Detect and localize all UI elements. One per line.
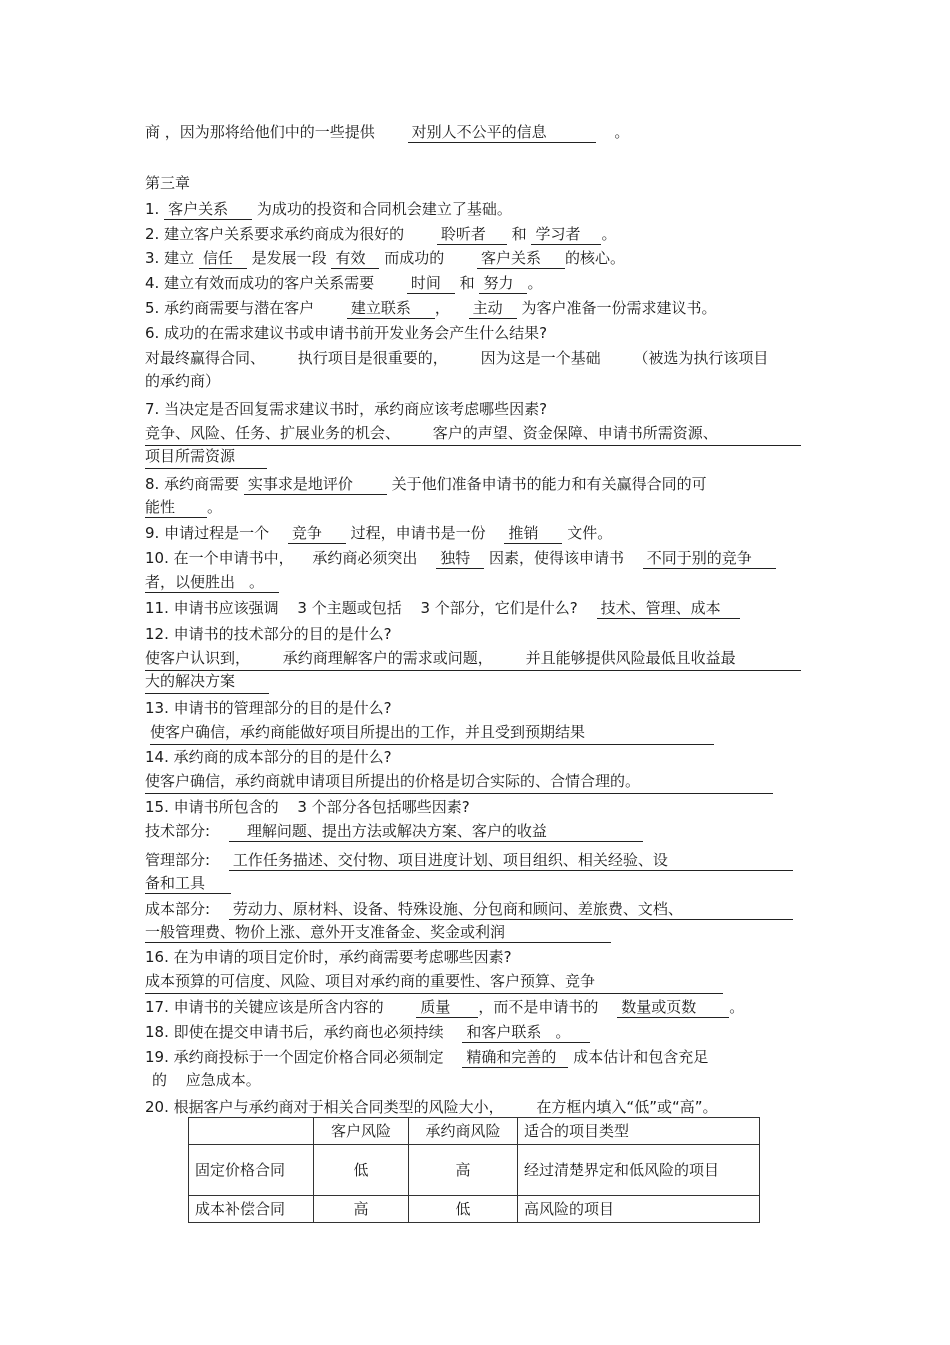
answer-12-line-2: 大的解决方案	[145, 671, 269, 694]
answer-blank: 竞争	[288, 524, 346, 544]
table-row	[189, 1145, 760, 1196]
text: 9. 申请过程是一个	[145, 524, 270, 542]
text: 3. 建立	[145, 249, 195, 267]
text: 3 个部分各包括哪些因素?	[297, 798, 470, 816]
answer-blank: 技术、管理、成本	[597, 599, 740, 619]
label: 技术部分:	[145, 822, 211, 840]
mgmt-part-cont	[145, 873, 231, 895]
line-0	[145, 122, 629, 144]
answer-7-line-2: 项目所需资源	[145, 446, 267, 469]
text: 并且能够提供风险最低且收益最	[525, 649, 736, 667]
table-header-cell	[189, 1118, 314, 1145]
text: 3 个部分，它们是什么?	[420, 599, 578, 617]
answer-blank: 能性	[145, 498, 207, 518]
answer-blank: 数量或页数	[617, 998, 729, 1018]
answer-16: 成本预算的可信度、风险、项目对承约商的重要性、客户预算、竞争	[145, 971, 723, 994]
text: 。	[601, 225, 617, 243]
text: ，	[434, 299, 450, 317]
cost-part-cont	[145, 922, 611, 944]
answer-blank: 精确和完善的	[462, 1048, 568, 1068]
text: 过程，申请书是一份	[350, 524, 486, 542]
question-4	[145, 273, 542, 295]
text: 5. 承约商需要与潜在客户	[145, 299, 315, 317]
text: 和	[511, 225, 527, 243]
question-20	[145, 1097, 718, 1119]
table-header-cell: 承约商风险	[409, 1118, 518, 1145]
text: 。	[207, 498, 223, 516]
question-10	[145, 548, 776, 570]
answer-blank: 努力	[479, 274, 527, 294]
question-3	[145, 248, 625, 270]
question-17	[145, 997, 744, 1019]
question-2	[145, 224, 616, 246]
text: 8. 承约商需要	[145, 475, 240, 493]
table-cell: 经过清楚界定和低风险的项目	[518, 1145, 760, 1196]
answer-6-line-1	[145, 348, 768, 370]
answer-blank: 一般管理费、物价上涨、意外开支准备金、奖金或利润	[145, 923, 611, 943]
text: 承约商必须突出	[312, 549, 418, 567]
answer-blank: 有效	[331, 249, 379, 269]
text: 竞争、风险、任务、扩展业务的机会、	[145, 424, 401, 442]
text: 执行项目是很重要的，	[297, 349, 448, 367]
answer-blank: 对别人不公平的信息	[408, 123, 596, 143]
table-header-row	[189, 1118, 760, 1145]
question-19-cont	[152, 1070, 261, 1092]
table-row	[189, 1196, 760, 1223]
text: 18. 即使在提交申请书后，承约商也必须持续	[145, 1023, 444, 1041]
answer-blank: 理解问题、提出方法或解决方案、客户的收益	[229, 822, 643, 842]
table-cell: 高	[314, 1196, 409, 1223]
answer-blank: 工作任务描述、交付物、项目进度计划、项目组织、相关经验、设	[229, 851, 793, 871]
text: 。	[555, 1023, 571, 1041]
table-cell: 低	[409, 1196, 518, 1223]
table-cell: 成本补偿合同	[189, 1196, 314, 1223]
text: 成本估计和包含充足	[573, 1048, 709, 1066]
label: 成本部分:	[145, 900, 211, 918]
text: 对最终赢得合同、	[145, 349, 266, 367]
text: 4. 建立有效而成功的客户关系需要	[145, 274, 375, 292]
answer-blank: 学习者	[531, 225, 601, 245]
question-18	[145, 1022, 590, 1044]
text: 。	[729, 998, 745, 1016]
answer-blank: 推销	[504, 524, 562, 544]
question-11	[145, 598, 740, 620]
q-number: 1.	[145, 200, 160, 218]
table-cell: 低	[314, 1145, 409, 1196]
text: 承约商理解客户的需求或问题，	[282, 649, 493, 667]
answer-blank: 备和工具	[145, 874, 231, 894]
question-19	[145, 1047, 708, 1069]
answer-blank	[462, 1023, 590, 1043]
answer-blank	[145, 573, 279, 593]
text: 在方框内填入“低”或“高”。	[536, 1098, 718, 1116]
question-10-cont	[145, 572, 279, 594]
question-13: 13. 申请书的管理部分的目的是什么?	[145, 699, 392, 717]
mgmt-part	[145, 850, 793, 872]
text: 应急成本。	[185, 1071, 261, 1089]
text: 19. 承约商投标于一个固定价格合同必须制定	[145, 1048, 444, 1066]
text: 的	[152, 1071, 168, 1089]
text: 。	[527, 274, 543, 292]
answer-14: 使客户确信，承约商就申请项目所提出的价格是切合实际的、合情合理的。	[145, 771, 773, 794]
text: 客户的声望、资金保障、申请书所需资源、	[432, 424, 718, 442]
text: 20. 根据客户与承约商对于相关合同类型的风险大小，	[145, 1098, 504, 1116]
answer-blank: 质量	[416, 998, 478, 1018]
table-cell: 高风险的项目	[518, 1196, 760, 1223]
question-9	[145, 523, 612, 545]
text: 的核心。	[565, 249, 626, 267]
chapter-heading: 第三章	[145, 174, 191, 192]
table-header-cell: 适合的项目类型	[518, 1118, 760, 1145]
risk-table	[188, 1117, 760, 1223]
answer-blank: 劳动力、原材料、设备、特殊设施、分包商和顾问、差旅费、文档、	[229, 900, 793, 920]
answer-12-line-1	[145, 648, 801, 671]
answer-7-line-1	[145, 423, 801, 446]
question-6: 6. 成功的在需求建议书或申请书前开发业务会产生什么结果?	[145, 324, 548, 342]
answer-blank: 时间	[407, 274, 455, 294]
answer-blank: 信任	[199, 249, 247, 269]
answer-blank: 实事求是地评价	[244, 475, 387, 495]
question-8-cont	[145, 497, 222, 519]
table-header-cell: 客户风险	[314, 1118, 409, 1145]
text: 2. 建立客户关系要求承约商成为很好的	[145, 225, 405, 243]
text: 关于他们准备申请书的能力和有关赢得合同的可	[391, 475, 707, 493]
question-1	[145, 199, 512, 221]
text: 因素，使得该申请书	[488, 549, 624, 567]
text: 商 ，因为那将给他们中的一些提供	[145, 123, 375, 141]
answer-6-line-2: 的承约商）	[145, 372, 221, 390]
table-cell: 固定价格合同	[189, 1145, 314, 1196]
text: 10. 在一个申请书中，	[145, 549, 294, 567]
text: 和	[459, 274, 475, 292]
text: 15. 申请书所包含的	[145, 798, 279, 816]
text: 因为这是一个基础	[480, 349, 601, 367]
text: 为客户准备一份需求建议书。	[521, 299, 717, 317]
text: 为成功的投资和合同机会建立了基础。	[256, 200, 512, 218]
text: 。	[614, 123, 630, 141]
tech-part	[145, 821, 643, 843]
question-8	[145, 474, 707, 496]
question-16: 16. 在为申请的项目定价时，承约商需要考虑哪些因素?	[145, 948, 512, 966]
label: 管理部分:	[145, 851, 211, 869]
table-cell: 高	[409, 1145, 518, 1196]
answer-blank: 聆听者	[437, 225, 507, 245]
text: 11. 申请书应该强调	[145, 599, 279, 617]
answer-blank: 客户关系	[164, 200, 252, 220]
cost-part	[145, 899, 793, 921]
question-5	[145, 298, 716, 320]
answer-blank: 客户关系	[477, 249, 565, 269]
text: 。	[249, 573, 265, 591]
text: ，而不是申请书的	[478, 998, 599, 1016]
answer-blank: 建立联系	[347, 299, 435, 319]
question-12: 12. 申请书的技术部分的目的是什么?	[145, 625, 392, 643]
question-14: 14. 承约商的成本部分的目的是什么?	[145, 748, 392, 766]
text: （被选为执行该项目	[633, 349, 769, 367]
text: 3 个主题或包括	[297, 599, 402, 617]
answer-blank: 独特	[436, 549, 484, 569]
text: 者，以便胜出	[145, 573, 236, 591]
question-15	[145, 797, 470, 819]
text: 而成功的	[384, 249, 445, 267]
answer-blank: 不同于别的竞争	[643, 549, 776, 569]
question-7: 7. 当决定是否回复需求建议书时，承约商应该考虑哪些因素?	[145, 400, 548, 418]
text: 文件。	[567, 524, 613, 542]
text: 使客户认识到，	[145, 649, 251, 667]
answer-13: 使客户确信，承约商能做好项目所提出的工作，并且受到预期结果	[150, 722, 714, 745]
text: 是发展一段	[251, 249, 327, 267]
text: 和客户联系	[466, 1023, 542, 1041]
text: 17. 申请书的关键应该是所含内容的	[145, 998, 384, 1016]
answer-blank: 主动	[469, 299, 517, 319]
